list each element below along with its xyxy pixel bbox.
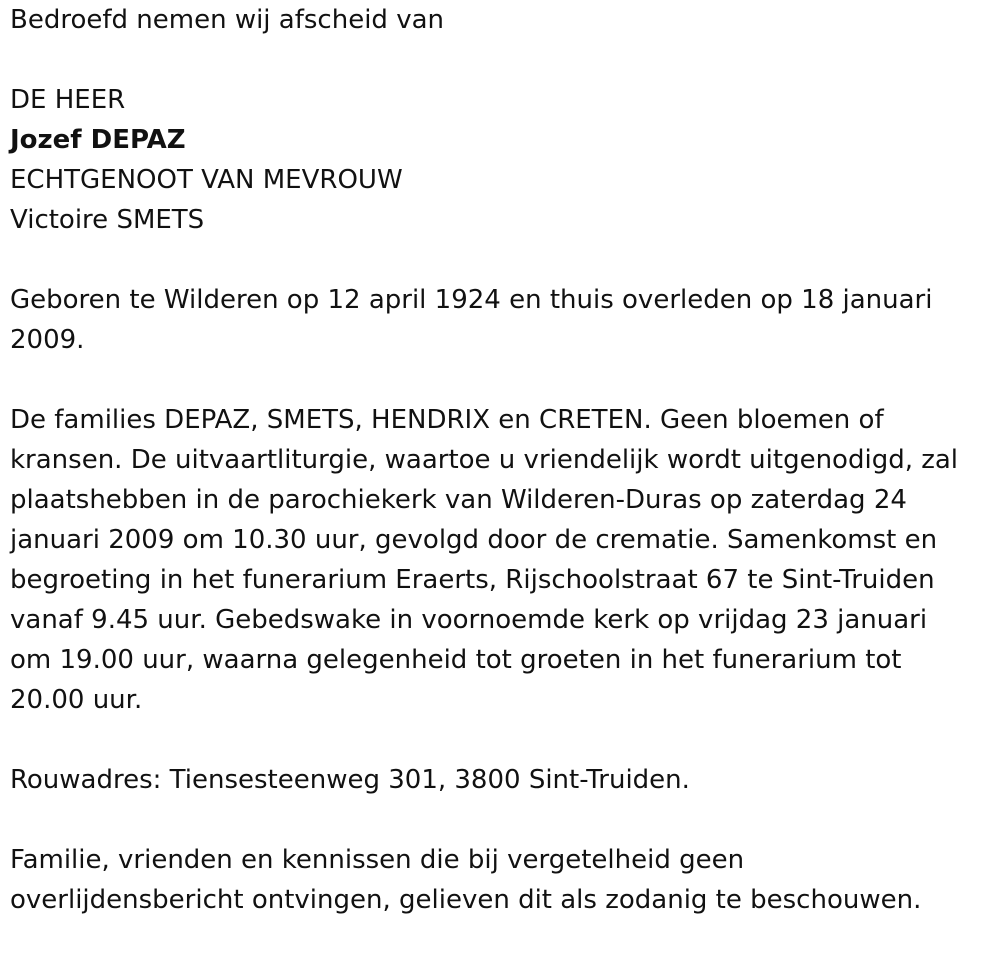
- paragraph-line: overlijdensbericht ontvingen, gelieven dit als zodanig te beschouwen.: [10, 885, 922, 915]
- intro-text: Bedroefd nemen wij afscheid van: [10, 5, 444, 35]
- paragraph-line: De families DEPAZ, SMETS, HENDRIX en CRETEN. Geen bloemen of: [10, 405, 884, 435]
- paragraph-line: vanaf 9.45 uur. Gebedswake in voornoemde kerk op vrijdag 23 januari: [10, 605, 928, 635]
- paragraph-line: Geboren te Wilderen op 12 april 1924 en thuis overleden op 18 januari: [10, 285, 933, 315]
- spacer: [10, 360, 990, 400]
- service-paragraph: [10, 400, 990, 720]
- spouse-label: ECHTGENOOT VAN MEVROUW: [10, 165, 403, 195]
- paragraph-line: januari 2009 om 10.30 uur, gevolgd door de crematie. Samenkomst en: [10, 525, 938, 555]
- spacer: [10, 240, 990, 280]
- mourning-address: Rouwadres: Tiensesteenweg 301, 3800 Sint-Truiden.: [10, 765, 690, 795]
- closing-paragraph: [10, 840, 990, 920]
- birth-death-paragraph: [10, 280, 990, 360]
- spouse-name: Victoire SMETS: [10, 205, 205, 235]
- paragraph-line: Familie, vrienden en kennissen die bij vergetelheid geen: [10, 845, 745, 875]
- deceased-name: Jozef DEPAZ: [10, 125, 186, 155]
- obituary-document: [10, 0, 990, 920]
- spacer: [10, 720, 990, 760]
- paragraph-line: 2009.: [10, 325, 85, 355]
- paragraph-line: kransen. De uitvaartliturgie, waartoe u vriendelijk wordt uitgenodigd, zal: [10, 445, 959, 475]
- paragraph-line: plaatshebben in de parochiekerk van Wilderen-Duras op zaterdag 24: [10, 485, 907, 515]
- paragraph-line: om 19.00 uur, waarna gelegenheid tot groeten in het funerarium tot: [10, 645, 902, 675]
- honorific-title: DE HEER: [10, 85, 126, 115]
- paragraph-line: begroeting in het funerarium Eraerts, Rijschoolstraat 67 te Sint-Truiden: [10, 565, 935, 595]
- spacer: [10, 40, 990, 80]
- paragraph-line: 20.00 uur.: [10, 685, 143, 715]
- spacer: [10, 800, 990, 840]
